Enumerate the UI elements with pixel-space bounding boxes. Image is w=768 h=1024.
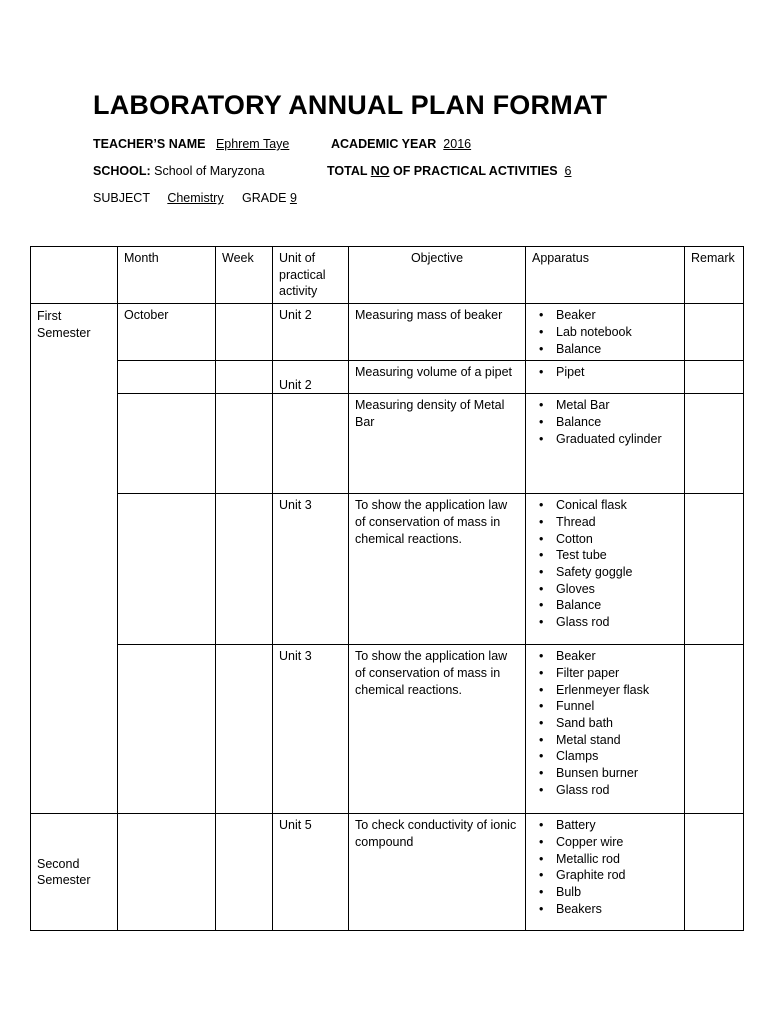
subject-label: SUBJECT (93, 191, 150, 205)
month-cell (118, 814, 216, 931)
remark-cell (685, 304, 744, 361)
semester-label: Second Semester (37, 856, 91, 888)
column-header-unit: Unit of practical activity (273, 247, 349, 304)
apparatus-item: • Glass rod (532, 614, 678, 631)
objective-cell: Measuring mass of beaker (349, 304, 526, 361)
total-activities-label (327, 164, 558, 178)
apparatus-item: • Test tube (532, 547, 678, 564)
month-cell (118, 361, 216, 394)
apparatus-item: • Cotton (532, 531, 678, 548)
week-cell (216, 645, 273, 814)
apparatus-item: • Funnel (532, 698, 678, 715)
unit-cell: Unit 5 (273, 814, 349, 931)
apparatus-item: • Sand bath (532, 715, 678, 732)
month-cell (118, 394, 216, 494)
apparatus-item: • Beaker (532, 307, 678, 324)
semester-cell (31, 814, 118, 931)
teacher-name-row (93, 137, 289, 151)
objective-cell: To check conductivity of ionic compound (349, 814, 526, 931)
week-cell (216, 814, 273, 931)
apparatus-item: • Balance (532, 341, 678, 358)
total-label-no: NO (370, 164, 390, 178)
week-cell (216, 394, 273, 494)
table-row (31, 361, 744, 394)
academic-year-label: ACADEMIC YEAR (331, 137, 437, 151)
apparatus-item: • Graduated cylinder (532, 431, 678, 448)
remark-cell (685, 394, 744, 494)
apparatus-list (532, 307, 678, 357)
remark-cell (685, 814, 744, 931)
week-cell (216, 494, 273, 645)
total-activities-value: 6 (564, 164, 572, 178)
grade-label: GRADE (242, 191, 290, 205)
apparatus-item: • Conical flask (532, 497, 678, 514)
apparatus-item: • Safety goggle (532, 564, 678, 581)
apparatus-list (532, 497, 678, 631)
apparatus-item: • Beaker (532, 648, 678, 665)
page-title: LABORATORY ANNUAL PLAN FORMAT (93, 90, 608, 120)
objective-cell: Measuring density of Metal Bar (349, 394, 526, 494)
table-row (31, 814, 744, 931)
table-header-row (31, 247, 744, 304)
teacher-name-value: Ephrem Taye (215, 137, 290, 151)
apparatus-item: • Metal Bar (532, 397, 678, 414)
apparatus-item: • Pipet (532, 364, 678, 381)
apparatus-cell (526, 645, 685, 814)
apparatus-cell (526, 494, 685, 645)
unit-cell: Unit 2 (273, 304, 349, 361)
week-cell (216, 304, 273, 361)
month-cell (118, 645, 216, 814)
apparatus-item: • Bulb (532, 884, 678, 901)
teacher-name-label: TEACHER’S NAME (93, 137, 206, 151)
remark-cell (685, 645, 744, 814)
unit-cell (273, 394, 349, 494)
grade-row (242, 191, 297, 205)
apparatus-item: • Balance (532, 414, 678, 431)
unit-cell: Unit 2 (273, 361, 349, 394)
apparatus-item: • Lab notebook (532, 324, 678, 341)
column-header-month: Month (118, 247, 216, 304)
objective-cell: Measuring volume of a pipet (349, 361, 526, 394)
unit-cell: Unit 3 (273, 494, 349, 645)
objective-cell: To show the application law of conservation of mass in chemical reactions. (349, 645, 526, 814)
table-row (31, 494, 744, 645)
apparatus-item: • Balance (532, 597, 678, 614)
academic-year-row (331, 137, 471, 151)
remark-cell (685, 361, 744, 394)
apparatus-cell (526, 394, 685, 494)
grade-value: 9 (289, 191, 297, 205)
column-header-semester (31, 247, 118, 304)
objective-cell: To show the application law of conservation of mass in chemical reactions. (349, 494, 526, 645)
apparatus-item: • Metallic rod (532, 851, 678, 868)
lab-plan-table (30, 246, 744, 931)
apparatus-item: • Metal stand (532, 732, 678, 749)
apparatus-item: • Copper wire (532, 834, 678, 851)
table-row (31, 394, 744, 494)
apparatus-item: • Glass rod (532, 782, 678, 799)
apparatus-cell (526, 361, 685, 394)
school-row (93, 164, 265, 178)
semester-cell (31, 304, 118, 814)
apparatus-item: • Battery (532, 817, 678, 834)
apparatus-item: • Clamps (532, 748, 678, 765)
table-row (31, 645, 744, 814)
column-header-objective: Objective (349, 247, 526, 304)
apparatus-item: • Gloves (532, 581, 678, 598)
month-cell: October (118, 304, 216, 361)
apparatus-item: • Bunsen burner (532, 765, 678, 782)
apparatus-list (532, 648, 678, 798)
total-activities-row (327, 164, 571, 178)
column-header-remark: Remark (685, 247, 744, 304)
table-row (31, 304, 744, 361)
total-label-pre: TOTAL (327, 164, 371, 178)
school-label: SCHOOL: (93, 164, 151, 178)
apparatus-cell (526, 814, 685, 931)
apparatus-item: • Beakers (532, 901, 678, 918)
remark-cell (685, 494, 744, 645)
apparatus-cell (526, 304, 685, 361)
apparatus-list (532, 364, 678, 381)
apparatus-item: • Thread (532, 514, 678, 531)
apparatus-item: • Graphite rod (532, 867, 678, 884)
apparatus-item: • Filter paper (532, 665, 678, 682)
apparatus-list (532, 397, 678, 447)
apparatus-item: • Erlenmeyer flask (532, 682, 678, 699)
total-label-post: OF PRACTICAL ACTIVITIES (389, 164, 558, 178)
column-header-apparatus: Apparatus (526, 247, 685, 304)
week-cell (216, 361, 273, 394)
unit-cell: Unit 3 (273, 645, 349, 814)
academic-year-value: 2016 (443, 137, 472, 151)
school-value: School of Maryzona (154, 164, 265, 178)
subject-value: Chemistry (167, 191, 224, 205)
month-cell (118, 494, 216, 645)
subject-row (93, 191, 224, 205)
column-header-week: Week (216, 247, 273, 304)
semester-label: First Semester (37, 309, 91, 340)
apparatus-list (532, 817, 678, 917)
